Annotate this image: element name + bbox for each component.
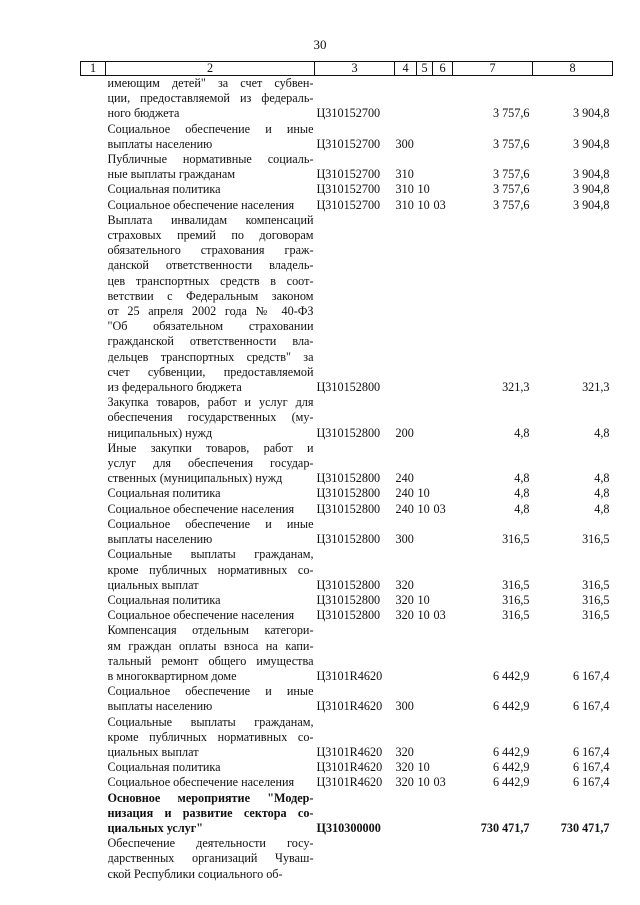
target-code: Ц3101R4620 [316,668,383,683]
amount-year-2: 6 167,4 [572,699,610,714]
table-row [81,152,613,182]
item-name-line: цев транспортных средств в соот- [107,273,314,288]
section-code [417,213,433,395]
row-number-cell [81,198,106,213]
table-row [81,502,613,517]
expense-type-code: 310 [395,182,414,197]
item-name-line: Социальная политика [107,486,221,501]
table-row [81,517,613,547]
amount-year-1: 6 442,9 [492,699,530,714]
amount-year-2 [533,836,613,882]
row-number-cell [81,547,106,593]
item-name-line: циальных услуг" [107,820,204,835]
amount-year-1: 4,8 [514,425,530,440]
amount-year-2: 321,3 [582,380,610,395]
subsection-code [433,395,453,441]
item-name-line: Социальное обеспечение населения [107,775,295,790]
expense-type-code: 300 [395,699,414,714]
subsection-code [433,715,453,761]
expense-type-code [395,76,417,122]
row-number-cell [81,517,106,547]
row-number-cell [81,593,106,608]
row-number-cell [81,760,106,775]
amount-year-1: 3 757,6 [492,182,530,197]
item-name-line: страховых премий по договорам [107,228,314,243]
table-body [81,76,613,882]
amount-year-2: 6 167,4 [572,668,610,683]
item-name-line: ниципальных) нужд [107,425,213,440]
table-row [81,608,613,623]
target-code: Ц310152700 [316,106,381,121]
item-name-line: из федерального бюджета [107,380,242,395]
amount-year-2: 3 904,8 [572,167,610,182]
section-code [417,76,433,122]
expense-type-code: 320 [395,775,414,790]
item-name-line: Социальная политика [107,182,221,197]
subsection-code [433,441,453,487]
target-code: Ц310152800 [316,425,381,440]
table-row [81,623,613,684]
expense-type-code: 310 [395,197,414,212]
amount-year-2: 4,8 [594,471,610,486]
subsection-code: 03 [433,197,446,212]
table-row [81,684,613,714]
subsection-code [433,76,453,122]
item-name [106,547,315,593]
item-name-line: тальный ремонт общего имущества [107,653,314,668]
item-name [106,517,315,547]
item-name-line: циальных выплат [107,744,199,759]
section-code: 10 [417,592,430,607]
item-name-line: ветствии с Федеральным законом [107,288,314,303]
item-name-line: Социальное обеспечение населения [107,197,295,212]
amount-year-1: 316,5 [502,577,530,592]
item-name [106,760,315,775]
item-name-line: циальных выплат [107,577,199,592]
section-code [417,152,433,182]
target-code: Ц310152800 [316,486,381,501]
target-code: Ц310152800 [316,592,381,607]
target-code: Ц310152800 [316,471,381,486]
expense-type-code: 320 [395,744,414,759]
page-number: 30 [313,37,327,52]
item-name-line: Социальная политика [107,592,221,607]
expense-type-code: 320 [395,577,414,592]
item-name-line: гражданской ответственности вла- [107,334,314,349]
item-name-line: услуг для обеспечения государ- [107,456,314,471]
item-name-line: Социальное обеспечение населения [107,608,295,623]
amount-year-1: 3 757,6 [492,136,530,151]
item-name [106,775,315,790]
subsection-code [433,760,453,775]
amount-year-2: 3 904,8 [572,182,610,197]
expense-type-code: 240 [395,471,414,486]
target-code: Ц310300000 [316,820,381,835]
target-code: Ц3101R4620 [316,760,383,775]
subsection-code [433,836,453,882]
expense-type-code: 300 [395,532,414,547]
amount-year-1: 4,8 [514,501,530,516]
subsection-code [433,213,453,395]
item-name-line: выплаты населению [107,699,213,714]
item-name-line: ные выплаты гражданам [107,167,236,182]
item-name-line: Публичные нормативные социаль- [107,152,314,167]
item-name [106,593,315,608]
table-row [81,441,613,487]
amount-year-2: 316,5 [582,608,610,623]
table-row [81,198,613,213]
item-name [106,684,315,714]
section-code [417,836,433,882]
item-name-line: обязательного страхования граж- [107,243,314,258]
item-name [106,152,315,182]
table-row [81,122,613,152]
amount-year-1: 6 442,9 [492,668,530,683]
subsection-code: 03 [433,608,446,623]
table-row [81,791,613,837]
amount-year-2: 316,5 [582,592,610,607]
item-name [106,608,315,623]
target-code: Ц3101R4620 [316,775,383,790]
table-row [81,593,613,608]
item-name-line: Компенсация отдельным категори- [107,623,314,638]
item-name-line: имеющим детей" за счет субвен- [107,76,314,90]
item-name-line: Социальное обеспечение населения [107,501,295,516]
item-name [106,122,315,152]
row-number-cell [81,684,106,714]
table-row [81,213,613,395]
amount-year-1: 321,3 [502,380,530,395]
target-code: Ц310152700 [316,182,381,197]
table-row [81,486,613,501]
item-name-line: данской ответственности владель- [107,258,314,273]
amount-year-1: 316,5 [502,592,530,607]
row-number-cell [81,836,106,882]
item-name-line: "Об обязательном страховании [107,319,314,334]
amount-year-2: 316,5 [582,532,610,547]
item-name-line: ям граждан оплаты взноса на капи- [107,638,314,653]
column-number-5: 5 [417,62,433,76]
subsection-code: 03 [433,501,446,516]
subsection-code [433,791,453,837]
section-code [417,623,433,684]
item-name [106,836,315,882]
column-number-2: 2 [106,62,315,76]
item-name-line: Социальные выплаты гражданам, [107,714,314,729]
amount-year-2: 4,8 [594,425,610,440]
table-row [81,760,613,775]
item-name [106,213,315,395]
row-number-cell [81,152,106,182]
item-name-line: ции, предоставляемой из федераль- [107,91,314,106]
amount-year-1: 4,8 [514,486,530,501]
target-code: Ц3101R4620 [316,699,383,714]
column-number-4: 4 [395,62,417,76]
expense-type-code [395,791,417,837]
item-name-line: кроме публичных нормативных со- [107,729,314,744]
target-code: Ц310152800 [316,532,381,547]
item-name [106,395,315,441]
amount-year-1: 3 757,6 [492,197,530,212]
amount-year-2: 730 471,7 [560,820,610,835]
column-number-1: 1 [81,62,106,76]
budget-table [80,61,613,882]
amount-year-2: 6 167,4 [572,744,610,759]
row-number-cell [81,76,106,122]
item-name [106,486,315,501]
subsection-code: 03 [433,775,446,790]
section-code: 10 [417,760,430,775]
column-number-row [81,62,613,76]
row-number-cell [81,608,106,623]
row-number-cell [81,182,106,197]
table-row [81,715,613,761]
item-name-line: Социальное обеспечение и иные [107,516,314,531]
item-name-line: Закупка товаров, работ и услуг для [107,395,314,410]
item-name [106,791,315,837]
subsection-code [433,122,453,152]
expense-type-code: 240 [395,486,414,501]
subsection-code [433,684,453,714]
amount-year-1: 4,8 [514,471,530,486]
row-number-cell [81,122,106,152]
item-name [106,182,315,197]
target-code: Ц310152800 [316,577,381,592]
section-code: 10 [417,608,430,623]
item-name-line: Социальные выплаты гражданам, [107,547,314,562]
expense-type-code: 300 [395,136,414,151]
target-code: Ц310152700 [316,136,381,151]
amount-year-2: 6 167,4 [572,760,610,775]
row-number-cell [81,486,106,501]
section-code [417,517,433,547]
item-name-line: кроме публичных нормативных со- [107,562,314,577]
item-name-line: ской Республики социального об- [107,866,283,881]
section-code [417,547,433,593]
item-name [106,198,315,213]
target-code: Ц310152800 [316,380,381,395]
target-code: Ц310152800 [316,501,381,516]
item-name-line: выплаты населению [107,136,213,151]
item-name-line: Иные закупки товаров, работ и [107,440,314,455]
item-name [106,441,315,487]
section-code [417,395,433,441]
amount-year-2: 4,8 [594,486,610,501]
subsection-code [433,547,453,593]
subsection-code [433,623,453,684]
target-code [315,836,395,882]
section-code: 10 [417,182,430,197]
expense-type-code [395,836,417,882]
column-number-7: 7 [453,62,533,76]
amount-year-2: 316,5 [582,577,610,592]
amount-year-2: 3 904,8 [572,136,610,151]
item-name-line: Выплата инвалидам компенсаций [107,212,314,227]
amount-year-1: 730 471,7 [480,820,530,835]
subsection-code [433,152,453,182]
item-name [106,502,315,517]
expense-type-code: 320 [395,760,414,775]
item-name-line: от 25 апреля 2002 года № 40-ФЗ [107,304,314,319]
table-row [81,836,613,882]
expense-type-code: 200 [395,425,414,440]
expense-type-code: 240 [395,501,414,516]
table-row [81,395,613,441]
expense-type-code: 320 [395,592,414,607]
subsection-code [433,486,453,501]
table-row [81,547,613,593]
section-code: 10 [417,197,430,212]
subsection-code [433,517,453,547]
target-code: Ц3101R4620 [316,744,383,759]
section-code: 10 [417,775,430,790]
section-code [417,791,433,837]
item-name-line: Социальное обеспечение и иные [107,684,314,699]
item-name-line: в многоквартирном доме [107,668,237,683]
item-name-line: Социальная политика [107,760,221,775]
section-code: 10 [417,486,430,501]
amount-year-1: 3 757,6 [492,106,530,121]
target-code: Ц310152800 [316,608,381,623]
expense-type-code: 310 [395,167,414,182]
item-name-line: Социальное обеспечение и иные [107,121,314,136]
expense-type-code: 320 [395,608,414,623]
item-name-line: Обеспечение деятельности госу- [107,836,314,851]
row-number-cell [81,775,106,790]
item-name-line: обеспечения государственных (му- [107,410,314,425]
item-name-line: дельцев транспортных средств" за [107,349,314,364]
section-code [417,441,433,487]
amount-year-1: 316,5 [502,532,530,547]
target-code: Ц310152700 [316,167,381,182]
amount-year-2: 3 904,8 [572,106,610,121]
table-row [81,76,613,122]
item-name [106,715,315,761]
target-code: Ц310152700 [316,197,381,212]
table-header [81,62,613,76]
table-row [81,182,613,197]
column-number-8: 8 [533,62,613,76]
subsection-code [433,593,453,608]
section-code [417,122,433,152]
item-name-line: низация и развитие сектора со- [107,805,314,820]
row-number-cell [81,623,106,684]
amount-year-1: 6 442,9 [492,760,530,775]
item-name-line: выплаты населению [107,532,213,547]
expense-type-code [395,213,417,395]
item-name-line: Основное мероприятие "Модер- [107,790,314,805]
amount-year-1 [453,836,533,882]
section-code [417,684,433,714]
row-number-cell [81,715,106,761]
amount-year-2: 4,8 [594,501,610,516]
row-number-cell [81,791,106,837]
amount-year-1: 316,5 [502,608,530,623]
subsection-code [433,182,453,197]
row-number-cell [81,502,106,517]
column-number-6: 6 [433,62,453,76]
item-name-line: ного бюджета [107,106,180,121]
row-number-cell [81,395,106,441]
section-code: 10 [417,501,430,516]
row-number-cell [81,213,106,395]
expense-type-code [395,623,417,684]
row-number-cell [81,441,106,487]
column-number-3: 3 [315,62,395,76]
section-code [417,715,433,761]
amount-year-1: 6 442,9 [492,744,530,759]
amount-year-2: 3 904,8 [572,197,610,212]
amount-year-1: 6 442,9 [492,775,530,790]
item-name-line: дарственных организаций Чуваш- [107,851,314,866]
amount-year-2: 6 167,4 [572,775,610,790]
amount-year-1: 3 757,6 [492,167,530,182]
item-name [106,623,315,684]
item-name-line: счет субвенции, предоставляемой [107,364,314,379]
item-name-line: ственных (муниципальных) нужд [107,471,283,486]
item-name [106,76,315,122]
table-row [81,775,613,790]
